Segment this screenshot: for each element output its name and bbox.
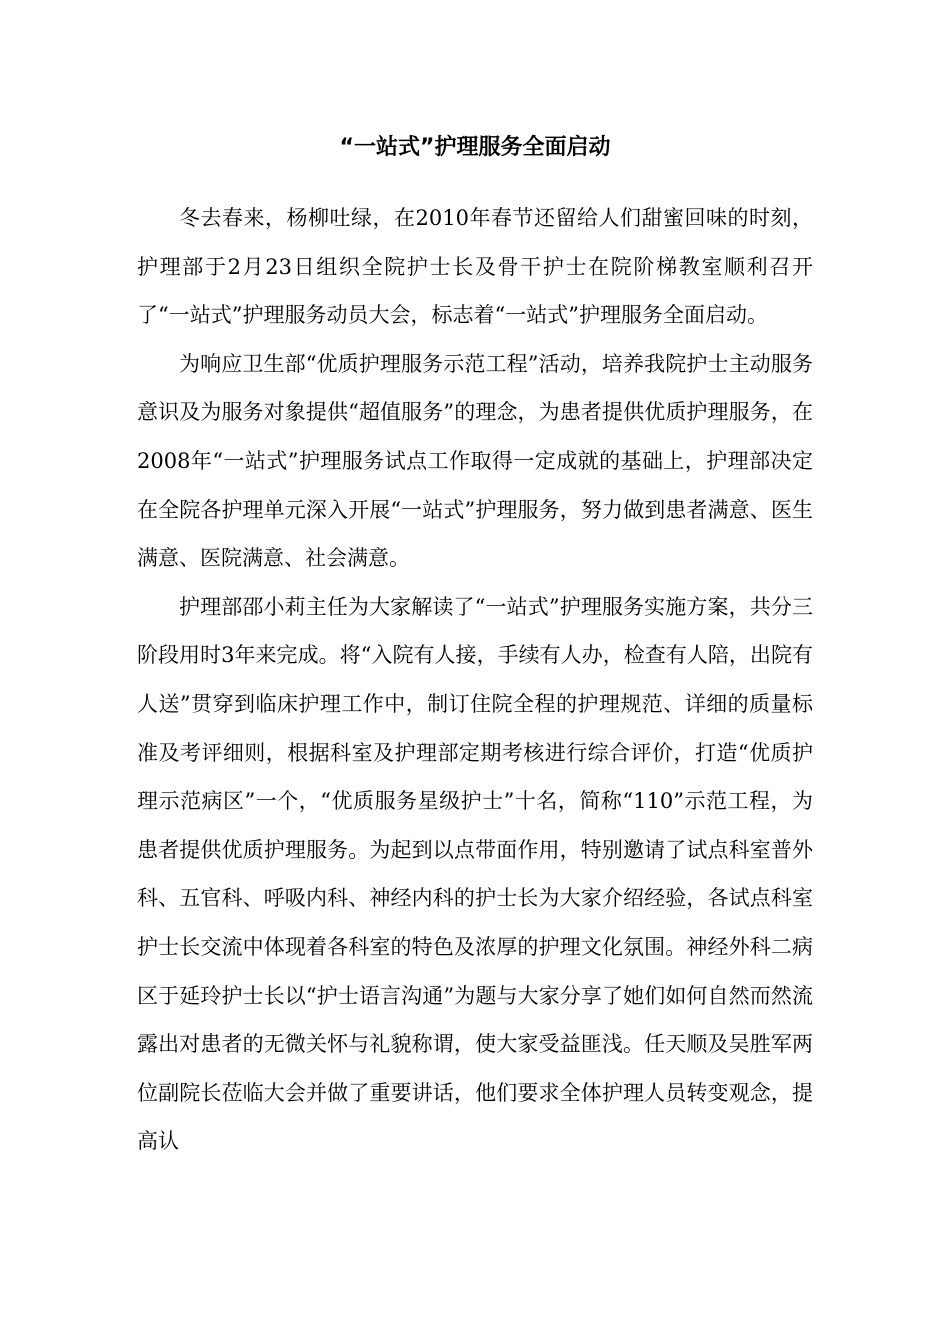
paragraph: 冬去春来，杨柳吐绿，在2010年春节还留给人们甜蜜回味的时刻，护理部于2月23日组织全院护士长及骨干护士在院阶梯教室顺利召开了“一站式”护理服务动员大会，标志着“一站式”护理服务全面启动。 (137, 206, 813, 328)
document-body (137, 194, 813, 1166)
paragraph: 护理部邵小莉主任为大家解读了“一站式”护理服务实施方案，共分三阶段用时3年来完成。将“入院有人接，手续有人办，检查有人陪，出院有人送”贯穿到临床护理工作中，制订住院全程的护理规范、详细的质量标准及考评细则，根据科室及护理部定期考核进行综合评价，打造“优质护理示范病区”一个，“优质服务星级护士”十名，简称“110”示范工程，为患者提供优质护理服务。为起到以点带面作用，特别邀请了试点科室普外科、五官科、呼吸内科、神经内科的护士长为大家介绍经验，各试点科室护士长交流中体现着各科室的特色及浓厚的护理文化氛围。神经外科二病区于延玲护士长以“护士语言沟通”为题与大家分享了她们如何自然而然流露出对患者的无微关怀与礼貌称谓，使大家受益匪浅。任天顺及吴胜军两位副院长莅临大会并做了重要讲话，他们要求全体护理人员转变观念，提高认 (137, 594, 813, 1154)
document-title: “一站式”护理服务全面启动 (339, 135, 611, 160)
paragraph: 为响应卫生部“优质护理服务示范工程”活动，培养我院护士主动服务意识及为服务对象提供“超值服务”的理念，为患者提供优质护理服务，在2008年“一站式”护理服务试点工作取得一定成就的基础上，护理部决定在全院各护理单元深入开展“一站式”护理服务，努力做到患者满意、医生满意、医院满意、社会满意。 (137, 351, 813, 571)
